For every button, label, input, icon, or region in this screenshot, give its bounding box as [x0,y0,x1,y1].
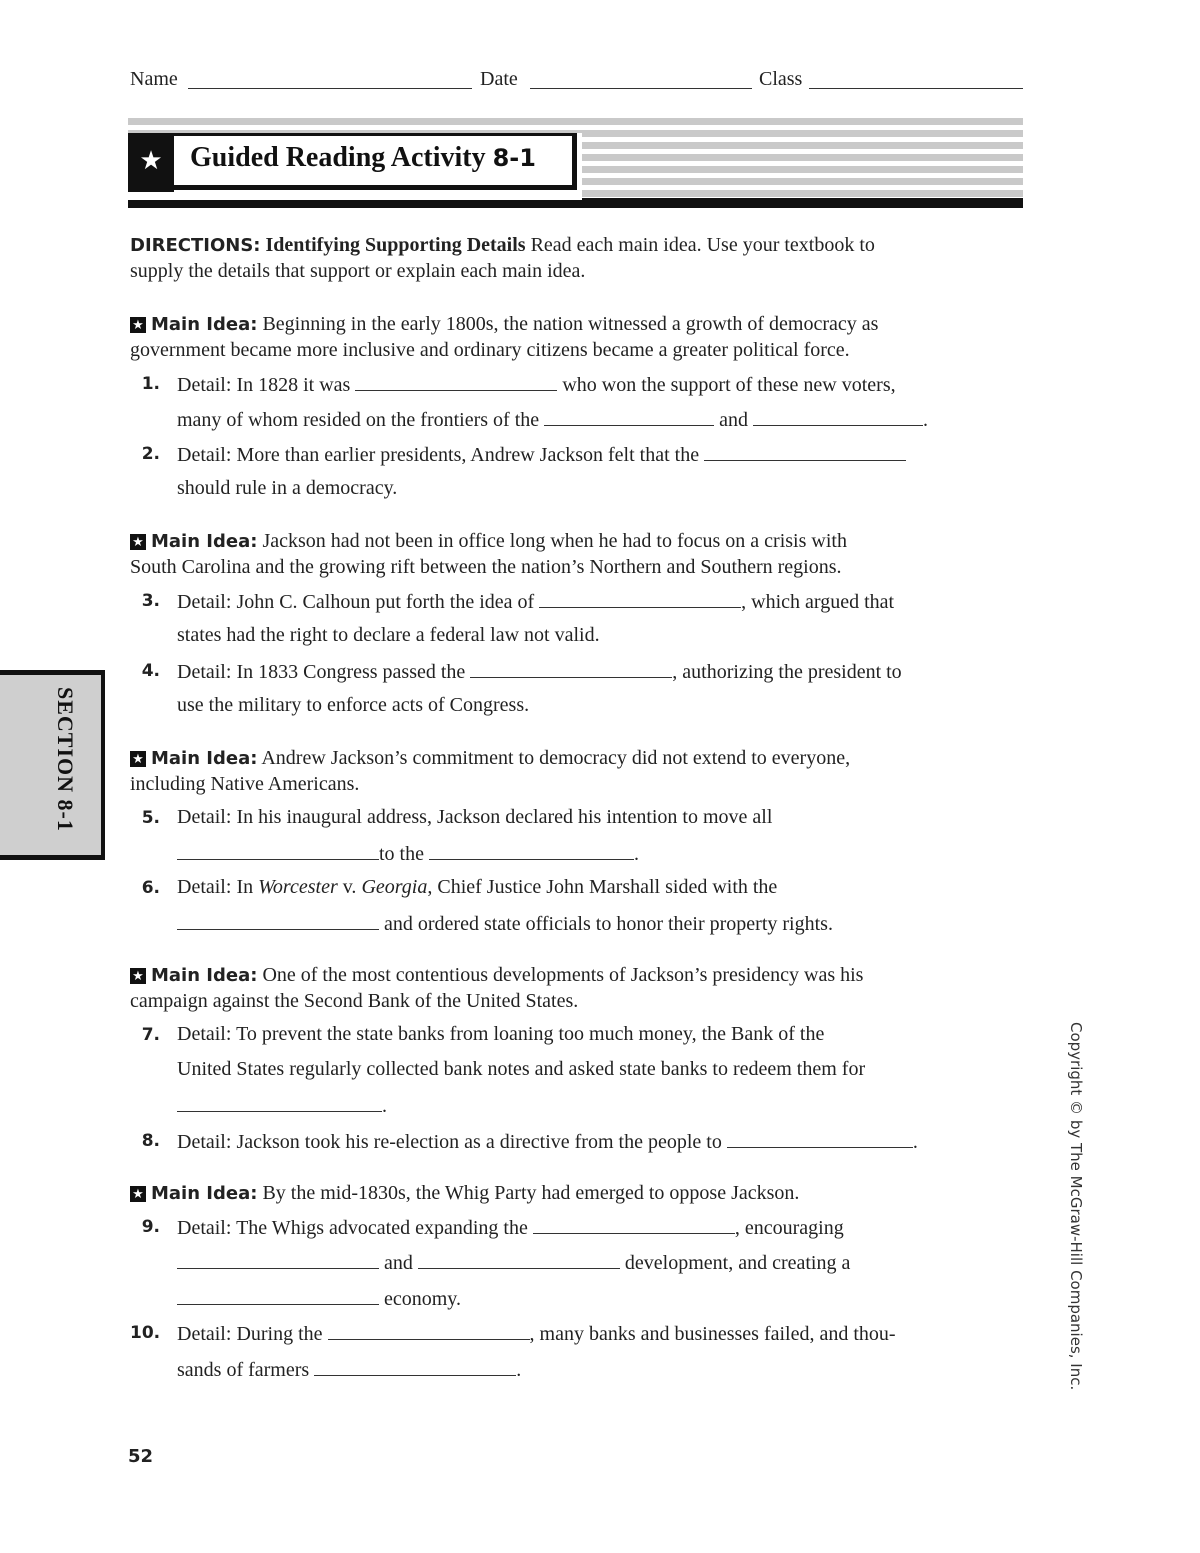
answer-blank[interactable] [727,1129,913,1148]
title-banner [128,118,1023,210]
title-box [128,133,582,200]
detail-number: 5. [141,808,160,828]
detail-text: . [634,843,639,865]
detail-text: , authorizing the president to [672,661,902,683]
detail-1-line-1 [177,372,896,397]
detail-label: Detail: [177,374,232,396]
star-icon: ★ [130,751,146,767]
star-icon: ★ [130,534,146,550]
detail-label: Detail: [177,1023,232,1045]
detail-text: to the [379,843,424,865]
detail-number: 8. [141,1131,160,1151]
detail-text: and ordered state officials to honor their property rights. [384,913,833,935]
detail-7-line-3 [177,1093,387,1118]
detail-number: 1. [141,374,160,394]
detail-text: In 1833 Congress passed the [236,661,466,683]
page-title [190,142,536,174]
detail-text: who won the support of these new voters, [562,374,896,396]
answer-blank[interactable] [753,407,923,426]
main-idea-text: Jackson had not been in office long when he had to focus on a crisis with [262,530,847,552]
detail-number: 3. [141,591,160,611]
main-idea-2 [130,528,847,555]
answer-blank[interactable] [533,1215,735,1234]
detail-label: Detail: [177,1323,232,1345]
directions-heading: Identifying Supporting Details [265,234,526,256]
detail-9-line-2 [177,1250,850,1275]
detail-label: Detail: [177,444,232,466]
name-field[interactable] [188,88,472,89]
detail-text: Jackson took his re-election as a directive from the people to [236,1131,722,1153]
detail-text: many of whom resided on the frontiers of the [177,409,540,431]
detail-label: Detail: [177,876,232,898]
detail-10-line-1 [177,1321,896,1346]
answer-blank[interactable] [177,1093,382,1112]
detail-text: In [236,876,254,898]
detail-text: John C. Calhoun put forth the idea of [236,591,535,613]
detail-text: In his inaugural address, Jackson declared his intention to move all [236,806,773,828]
main-idea-label: Main Idea: [151,531,258,552]
detail-8-line-1 [177,1129,918,1154]
detail-text: To prevent the state banks from loaning too much money, the Bank of the [236,1023,825,1045]
detail-number: 4. [141,661,160,681]
detail-number: 6. [141,878,160,898]
detail-text: . [382,1095,387,1117]
main-idea-2-line-2: South Carolina and the growing rift between the nation’s Northern and Southern regions. [130,556,842,578]
detail-4-line-2: use the military to enforce acts of Congress. [177,694,530,716]
detail-text: sands of farmers [177,1359,310,1381]
detail-text: and [384,1252,413,1274]
detail-5-line-2 [177,841,639,866]
detail-5-line-1 [177,806,772,829]
title-text: Guided Reading Activity [190,142,486,173]
answer-blank[interactable] [177,841,379,860]
main-idea-1-line-2: government became more inclusive and ordinary citizens became a greater political force. [130,339,850,361]
main-idea-label: Main Idea: [151,748,258,769]
main-idea-5 [130,1180,799,1207]
detail-10-line-2 [177,1357,521,1382]
detail-number: 2. [141,444,160,464]
answer-blank[interactable] [544,407,714,426]
main-idea-text: By the mid-1830s, the Whig Party had emerged to oppose Jackson. [262,1182,800,1204]
detail-4-line-1 [177,659,902,684]
detail-text: More than earlier presidents, Andrew Jackson felt that the [236,444,700,466]
main-idea-text: One of the most contentious developments of Jackson’s presidency was his [262,964,864,986]
section-tab [0,670,105,860]
detail-text: and [719,409,749,431]
star-icon: ★ [130,1186,146,1202]
answer-blank[interactable] [177,911,379,930]
detail-text: economy. [384,1288,462,1310]
directions-line-1 [130,232,875,259]
detail-label: Detail: [177,1217,232,1239]
section-tab-label: SECTION 8-1 [53,687,78,832]
main-idea-3-line-2: including Native Americans. [130,773,360,795]
star-icon: ★ [128,133,174,192]
answer-blank[interactable] [314,1357,516,1376]
detail-label: Detail: [177,1131,232,1153]
name-label: Name [130,68,178,90]
page-number: 52 [128,1446,154,1467]
detail-number: 7. [141,1025,160,1045]
directions-line-2: supply the details that support or explain each main idea. [130,260,586,282]
detail-number: 9. [141,1217,160,1237]
answer-blank[interactable] [355,372,557,391]
detail-text: . [923,409,929,431]
answer-blank[interactable] [328,1321,530,1340]
detail-label: Detail: [177,661,232,683]
detail-2-line-2: should rule in a democracy. [177,477,398,499]
answer-blank[interactable] [470,659,672,678]
detail-text: v. [342,876,357,898]
main-idea-label: Main Idea: [151,1183,258,1204]
detail-text: development, and creating a [624,1252,851,1274]
main-idea-1 [130,311,878,338]
class-label: Class [759,68,803,90]
answer-blank[interactable] [418,1250,620,1269]
detail-9-line-1 [177,1215,844,1240]
detail-3-line-1 [177,589,894,614]
detail-text: , which argued that [741,591,895,613]
detail-7-line-2: United States regularly collected bank notes and asked state banks to redeem them for [177,1058,866,1080]
detail-6-line-1 [177,876,777,899]
detail-text: During the [236,1323,323,1345]
copyright-notice: Copyright © by The McGraw-Hill Companies, Inc. [1067,1022,1085,1391]
detail-number: 10. [130,1323,161,1343]
detail-text: The Whigs advocated expanding the [236,1217,528,1239]
header-fields [130,68,1023,94]
main-idea-label: Main Idea: [151,314,258,335]
detail-label: Detail: [177,806,232,828]
star-icon: ★ [130,968,146,984]
main-idea-label: Main Idea: [151,965,258,986]
detail-text: , Chief Justice John Marshall sided with the [427,876,778,898]
detail-3-line-2: states had the right to declare a federal law not valid. [177,624,600,646]
case-name-1: Worcester [258,876,338,898]
main-idea-text: Beginning in the early 1800s, the nation witnessed a growth of democracy as [262,313,879,335]
detail-text: , many banks and businesses failed, and thou- [529,1323,896,1345]
detail-label: Detail: [177,591,232,613]
title-frame [174,133,577,190]
detail-6-line-2 [177,911,833,936]
date-label: Date [480,68,518,90]
answer-blank[interactable] [539,589,741,608]
main-idea-3 [130,745,850,772]
directions-text: Read each main idea. Use your textbook to [530,234,875,256]
answer-blank[interactable] [429,841,634,860]
answer-blank[interactable] [704,442,906,461]
answer-blank[interactable] [177,1286,379,1305]
directions-label: DIRECTIONS: [130,235,261,256]
class-field[interactable] [809,88,1023,89]
detail-text: , encouraging [734,1217,844,1239]
detail-text: . [912,1131,918,1153]
title-number: 8-1 [492,144,536,172]
detail-text: In 1828 it was [236,374,351,396]
detail-2-line-1 [177,442,906,467]
detail-text: . [516,1359,522,1381]
detail-7-line-1 [177,1023,824,1046]
case-name-2: Georgia [361,876,428,898]
main-idea-4-line-2: campaign against the Second Bank of the United States. [130,990,579,1012]
answer-blank[interactable] [177,1250,379,1269]
detail-9-line-3 [177,1286,461,1311]
star-icon: ★ [130,317,146,333]
main-idea-text: Andrew Jackson’s commitment to democracy did not extend to everyone, [261,747,851,769]
date-field[interactable] [530,88,752,89]
main-idea-4 [130,962,863,989]
detail-1-line-2 [177,407,928,432]
